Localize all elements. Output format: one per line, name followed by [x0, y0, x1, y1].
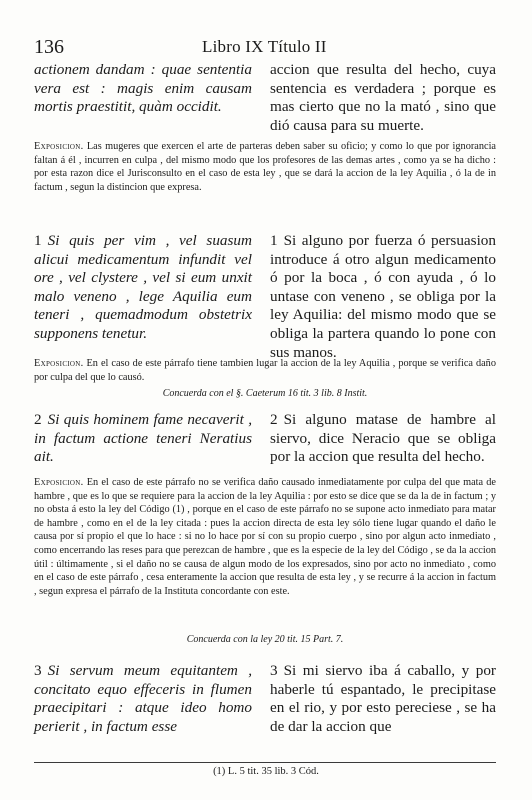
latin-text: actionem dandam : quae sententia vera est : magis enim causam mortis praestitit, quàm occidit.	[34, 61, 252, 116]
page-header	[34, 36, 496, 60]
exposition-label: Exposicion.	[34, 358, 84, 369]
latin-body: Si servum meum equitantem , concitato equo effeceris in flumen praecipitari : atque ideo homo perierit , in factum esse	[34, 662, 252, 735]
concordance-1	[34, 388, 496, 399]
spanish-text	[270, 662, 496, 736]
exposition-text: Las mugeres que exercen el arte de parteras deben saber su oficio; y como lo que por ignorancia faltan á él , incurren en culpa , del mismo modo que los profesores de las demas artes , como ya se ha dicho : por esta razon dice el Jurisconsulto en el caso de esta ley , que se dará la accion de la ley Aquilia , ó la de in factum , segun la distincion que expresa.	[34, 141, 497, 193]
paragraph-number: 3	[34, 662, 42, 679]
exposition-label: Exposicion.	[34, 477, 84, 488]
latin-body: Si quis hominem fame necaverit , in factum actione teneri Neratius ait.	[34, 411, 252, 466]
paragraph-1	[34, 232, 496, 362]
spanish-text	[270, 232, 496, 362]
paragraph-number: 1	[34, 232, 42, 249]
paragraph-2	[34, 411, 496, 467]
footnote: (1) L. 5 tit. 35 lib. 3 Cód.	[213, 766, 319, 777]
concordance-text: Concuerda con la ley 20 tit. 15 Part. 7.	[186, 634, 344, 645]
exposition-label: Exposicion.	[34, 141, 84, 152]
paragraph-number: 3	[270, 662, 278, 679]
footnote-divider	[34, 762, 496, 763]
running-title: Libro IX Título II	[202, 37, 327, 56]
page	[34, 36, 496, 60]
page-number: 136	[34, 36, 64, 58]
exposition-block	[34, 476, 496, 598]
spanish-body: Si alguno matase de hambre al siervo, dice Neracio que se obliga por la accion que resulta del hecho.	[270, 411, 496, 466]
latin-text	[34, 662, 252, 736]
exposition-block	[34, 140, 496, 194]
latin-text	[34, 411, 252, 467]
concordance-2	[34, 634, 496, 645]
concordance-text: Concuerda con el §. Caeterum 16 tit. 3 lib. 8 Instit.	[162, 388, 368, 399]
latin-text	[34, 232, 252, 362]
latin-body: Si quis per vim , vel suasum alicui medicamentum infundit vel ore , vel clystere , vel si eum unxit malo veneno , lege Aquilia eum teneri , quemadmodum obstetrix supponens tenetur.	[34, 232, 252, 342]
exposition-text: En el caso de este párrafo no se verifica daño causado inmediatamente por culpa del que mata de hambre , que es lo que se requiere para la accion de la ley Aquilia : por esto se dice que se da la de in factum ; y no obsta á esto la ley del Código (1) , porque en el caso de este párrafo no se supone acto inmediato para matar de hambre , como en el de la ley citada : pues la accion directa de esta ley sólo tiene lugar quando el daño le causa por sí propio el que lo hace : si no lo hace por sí con su propio cuerpo , sino por algun acto inmediato , como encerrando las reses para que perezcan de hambre , que es la especie de la ley del Código , se da la accion útil : últimamente , si el daño no se causa de algun modo de los expresados, sino por acto no inmediato , como en el caso de este párrafo , cesa enteramente la accion que resulta de esta ley , y se recurre á la accion in factum , segun expresa el párrafo de la Instituta concordante con este.	[34, 477, 496, 597]
exposition-block	[34, 357, 496, 384]
section-continuation	[34, 61, 496, 135]
paragraph-number: 2	[34, 411, 42, 428]
exposition-text: En el caso de este párrafo tiene tambien lugar la accion de la ley Aquilia , porque se verifica daño por culpa del que lo causó.	[34, 358, 496, 383]
spanish-body: Si mi siervo iba á caballo, y por haberle tú espantado, le precipitase en el rio, y por esto pereciese , se ha de dar la accion que	[270, 662, 496, 735]
paragraph-3	[34, 662, 496, 736]
spanish-text: accion que resulta del hecho, cuya sentencia es verdadera ; porque es mas cierto que no la mató , sino que dió causa para su muerte.	[270, 61, 496, 134]
spanish-body: Si alguno por fuerza ó persuasion introduce á otro algun medicamento ó por la boca , ó con ayuda , ó lo untase con veneno , se obliga por la ley Aquilia: del mismo modo que se obliga la partera quando lo pone con sus manos.	[270, 232, 496, 361]
paragraph-number: 2	[270, 411, 278, 428]
paragraph-number: 1	[270, 232, 278, 249]
spanish-text	[270, 411, 496, 467]
